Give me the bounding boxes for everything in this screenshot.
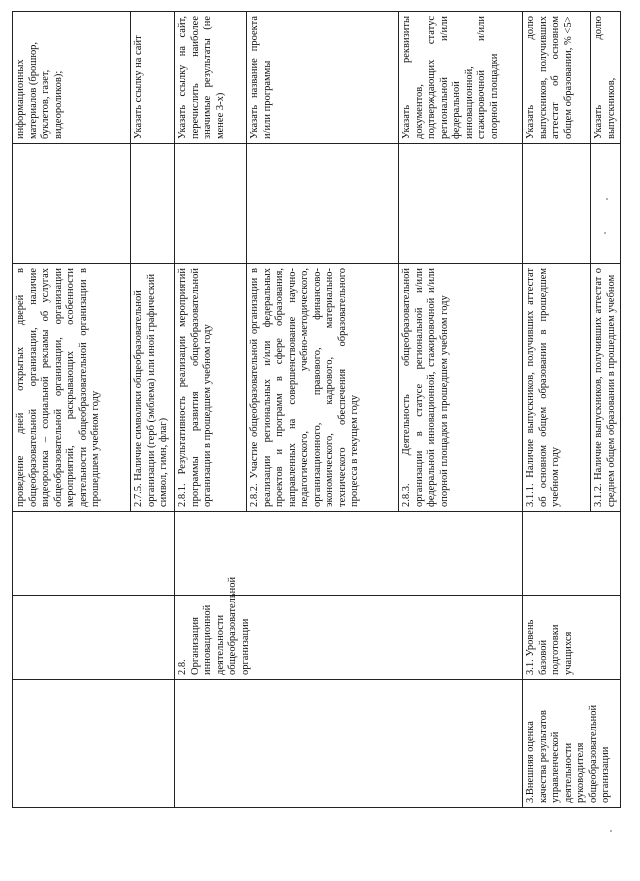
criterion-cell xyxy=(13,680,175,808)
description-cell: 2.7.5. Наличие символики общеобразовательной организации (герб (эмблема) или иной графический символ, гимн, флаг) xyxy=(131,264,175,512)
source-cell: Указать название проекта и/или программы xyxy=(247,12,399,144)
source-cell: Указать долю выпускников, xyxy=(591,12,621,144)
source-cell: Указать ссылку на сайт, перечислить наиболее значимые результаты (не менее 3-х) xyxy=(175,12,247,144)
indicator-cell xyxy=(13,596,175,680)
criteria-table xyxy=(12,11,621,808)
source-cell: Указать ссылку на сайт xyxy=(131,12,175,144)
description-cell: проведение дней открытых дверей в общеобразовательной организации, наличие видеоролика – социальной рекламы об услугах общеобразовательной организации, организации мероприятий, раскрывающих особенности деятельности общеобразовательной организации в прошедшем учебном году xyxy=(13,264,131,512)
description-cell: 3.1.1. Наличие выпускников, получивших аттестат об основном общем образовании в прошедшем учебном году xyxy=(523,264,591,512)
note-cell xyxy=(131,144,175,264)
criterion-cell xyxy=(175,680,523,808)
rotated-table-wrapper xyxy=(12,12,617,808)
table-row xyxy=(13,12,131,808)
criterion-cell: 3.Внешняя оценка качества результатов управленческой деятельности руководителя общеобразовательной организации xyxy=(523,680,621,808)
note-cell xyxy=(175,144,247,264)
source-cell: Указать долю выпускников, получивших аттестат об основном общем образовании, % <5> xyxy=(523,12,591,144)
description-cell: 3.1.2. Наличие выпускников, получивших аттестат о среднем общем образовании в прошедшем учебном xyxy=(591,264,621,512)
description-cell: 2.8.2. Участие общеобразовательной организации в реализации региональных и/или федеральных проектов и программ в сфере образования, направленных на совершенствование научно-педагогического, учебно-методического, организационного, правового, финансово-экономического, кадрового, материально-технического обеспечения образовательного процесса в текущем году xyxy=(247,264,399,512)
source-cell: информационных материалов (брошюр, буклетов, газет, видеороликов); xyxy=(13,12,131,144)
subindicator-cell xyxy=(13,512,175,596)
scan-speck xyxy=(610,830,612,832)
table-row xyxy=(523,12,591,808)
source-cell: Указать реквизиты документов, подтверждающих статус региональной и/или федеральной инновационной, стажировочной и/или опорной площадки xyxy=(399,12,523,144)
table-row xyxy=(175,12,247,808)
indicator-cell: 2.8. Организация инновационной деятельности общеобразовательной организации xyxy=(175,596,523,680)
description-cell: 2.8.3. Деятельность общеобразовательной организации в статусе региональной и/или федеральной инновационной, стажировочной и/или опорной площадки в прошедшем учебном году xyxy=(399,264,523,512)
note-cell xyxy=(399,144,523,264)
note-cell xyxy=(523,144,591,264)
subindicator-cell xyxy=(523,512,621,596)
description-cell: 2.8.1. Результативность реализации мероприятий программы развития общеобразовательной организации в прошедшем учебном году xyxy=(175,264,247,512)
note-cell xyxy=(13,144,131,264)
note-cell xyxy=(247,144,399,264)
note-cell xyxy=(591,144,621,264)
scan-speck xyxy=(604,232,606,234)
scan-speck xyxy=(606,198,608,200)
indicator-cell: 3.1. Уровень базовой подготовки учащихся xyxy=(523,596,621,680)
